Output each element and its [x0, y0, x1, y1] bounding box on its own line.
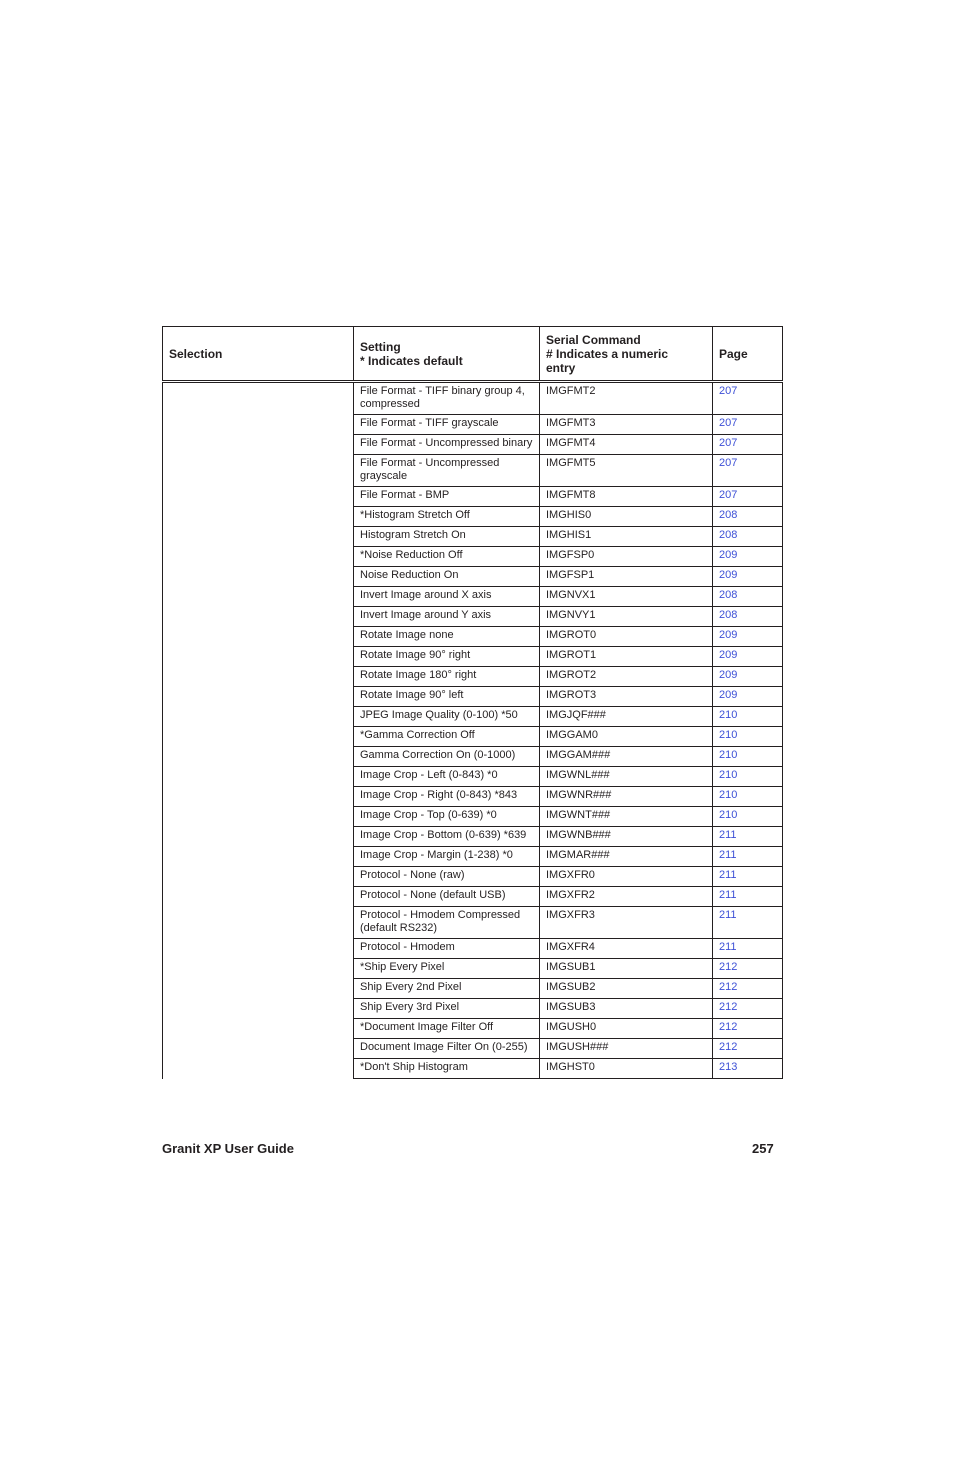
page-link[interactable]: 208 [713, 607, 783, 627]
page-link[interactable]: 210 [713, 807, 783, 827]
setting-cell: Protocol - None (default USB) [354, 887, 540, 907]
serial-command-cell: IMGJQF### [540, 707, 713, 727]
table-row [163, 382, 783, 415]
page-link[interactable]: 209 [713, 647, 783, 667]
serial-command-cell: IMGFMT2 [540, 382, 713, 415]
setting-cell: Document Image Filter On (0-255) [354, 1039, 540, 1059]
header-selection: Selection [163, 327, 354, 382]
header-setting [354, 327, 540, 382]
settings-table-container [162, 326, 782, 1079]
serial-command-cell: IMGWNT### [540, 807, 713, 827]
serial-command-cell: IMGROT0 [540, 627, 713, 647]
setting-cell: Invert Image around X axis [354, 587, 540, 607]
page-link[interactable]: 211 [713, 907, 783, 939]
setting-cell: Image Crop - Bottom (0-639) *639 [354, 827, 540, 847]
page-link[interactable]: 208 [713, 527, 783, 547]
page-link[interactable]: 208 [713, 507, 783, 527]
page-link[interactable]: 210 [713, 787, 783, 807]
setting-cell: File Format - BMP [354, 487, 540, 507]
setting-cell: *Gamma Correction Off [354, 727, 540, 747]
serial-command-cell: IMGSUB1 [540, 959, 713, 979]
setting-cell: Invert Image around Y axis [354, 607, 540, 627]
setting-cell: *Noise Reduction Off [354, 547, 540, 567]
setting-cell: Rotate Image 90° left [354, 687, 540, 707]
setting-cell: Image Crop - Top (0-639) *0 [354, 807, 540, 827]
footer-guide-title: Granit XP User Guide [162, 1141, 294, 1156]
serial-command-cell: IMGROT1 [540, 647, 713, 667]
serial-command-cell: IMGXFR2 [540, 887, 713, 907]
setting-cell: Image Crop - Margin (1-238) *0 [354, 847, 540, 867]
serial-command-cell: IMGUSH0 [540, 1019, 713, 1039]
serial-command-cell: IMGWNB### [540, 827, 713, 847]
serial-command-cell: IMGGAM### [540, 747, 713, 767]
page-link[interactable]: 212 [713, 999, 783, 1019]
setting-cell: Image Crop - Left (0-843) *0 [354, 767, 540, 787]
page-link[interactable]: 211 [713, 867, 783, 887]
page-link[interactable]: 209 [713, 547, 783, 567]
serial-command-cell: IMGXFR0 [540, 867, 713, 887]
serial-command-cell: IMGROT3 [540, 687, 713, 707]
page-link[interactable]: 210 [713, 767, 783, 787]
setting-cell: *Histogram Stretch Off [354, 507, 540, 527]
setting-cell: File Format - Uncompressed grayscale [354, 455, 540, 487]
serial-command-cell: IMGHIS0 [540, 507, 713, 527]
setting-cell: Rotate Image 90° right [354, 647, 540, 667]
serial-command-cell: IMGFMT8 [540, 487, 713, 507]
serial-command-cell: IMGMAR### [540, 847, 713, 867]
page-link[interactable]: 207 [713, 415, 783, 435]
setting-cell: Image Crop - Right (0-843) *843 [354, 787, 540, 807]
serial-command-cell: IMGFMT5 [540, 455, 713, 487]
serial-command-cell: IMGHST0 [540, 1059, 713, 1079]
serial-command-cell: IMGWNL### [540, 767, 713, 787]
setting-cell: Rotate Image 180° right [354, 667, 540, 687]
page-link[interactable]: 213 [713, 1059, 783, 1079]
page-link[interactable]: 210 [713, 727, 783, 747]
header-page: Page [713, 327, 783, 382]
serial-command-cell: IMGUSH### [540, 1039, 713, 1059]
setting-cell: Protocol - Hmodem Compressed (default RS232) [354, 907, 540, 939]
settings-table [162, 326, 783, 1079]
serial-command-cell: IMGROT2 [540, 667, 713, 687]
page-link[interactable]: 211 [713, 939, 783, 959]
serial-command-cell: IMGGAM0 [540, 727, 713, 747]
page-link[interactable]: 207 [713, 487, 783, 507]
serial-command-cell: IMGFMT4 [540, 435, 713, 455]
header-serial-command [540, 327, 713, 382]
page-link[interactable]: 207 [713, 435, 783, 455]
selection-cell [163, 382, 354, 1079]
setting-cell: Rotate Image none [354, 627, 540, 647]
page-link[interactable]: 209 [713, 627, 783, 647]
serial-command-cell: IMGFSP1 [540, 567, 713, 587]
serial-command-cell: IMGFSP0 [540, 547, 713, 567]
page-link[interactable]: 207 [713, 382, 783, 415]
header-serial-line1: Serial Command [546, 333, 641, 347]
page-link[interactable]: 209 [713, 667, 783, 687]
footer-page-number: 257 [752, 1141, 774, 1156]
header-serial-line3: entry [546, 361, 576, 375]
serial-command-cell: IMGNVX1 [540, 587, 713, 607]
setting-cell: File Format - TIFF binary group 4, compressed [354, 382, 540, 415]
page-link[interactable]: 208 [713, 587, 783, 607]
header-setting-line2: * Indicates default [360, 354, 463, 368]
header-serial-line2: # Indicates a numeric [546, 347, 669, 361]
setting-cell: Ship Every 3rd Pixel [354, 999, 540, 1019]
page-link[interactable]: 209 [713, 687, 783, 707]
serial-command-cell: IMGSUB3 [540, 999, 713, 1019]
setting-cell: *Ship Every Pixel [354, 959, 540, 979]
setting-cell: Protocol - None (raw) [354, 867, 540, 887]
setting-cell: Histogram Stretch On [354, 527, 540, 547]
page-link[interactable]: 212 [713, 1039, 783, 1059]
setting-cell: File Format - Uncompressed binary [354, 435, 540, 455]
serial-command-cell: IMGWNR### [540, 787, 713, 807]
page-link[interactable]: 211 [713, 887, 783, 907]
page-link[interactable]: 211 [713, 847, 783, 867]
header-setting-line1: Setting [360, 340, 401, 354]
page-link[interactable]: 210 [713, 747, 783, 767]
page-link[interactable]: 207 [713, 455, 783, 487]
setting-cell: *Don't Ship Histogram [354, 1059, 540, 1079]
setting-cell: *Document Image Filter Off [354, 1019, 540, 1039]
page-link[interactable]: 212 [713, 959, 783, 979]
page-link[interactable]: 210 [713, 707, 783, 727]
setting-cell: File Format - TIFF grayscale [354, 415, 540, 435]
page-link[interactable]: 212 [713, 1019, 783, 1039]
serial-command-cell: IMGXFR4 [540, 939, 713, 959]
table-body [163, 382, 783, 1079]
serial-command-cell: IMGNVY1 [540, 607, 713, 627]
page-link[interactable]: 209 [713, 567, 783, 587]
serial-command-cell: IMGSUB2 [540, 979, 713, 999]
serial-command-cell: IMGHIS1 [540, 527, 713, 547]
setting-cell: Noise Reduction On [354, 567, 540, 587]
page-link[interactable]: 211 [713, 827, 783, 847]
setting-cell: Protocol - Hmodem [354, 939, 540, 959]
setting-cell: Ship Every 2nd Pixel [354, 979, 540, 999]
table-header-row [163, 327, 783, 382]
setting-cell: Gamma Correction On (0-1000) [354, 747, 540, 767]
page-link[interactable]: 212 [713, 979, 783, 999]
serial-command-cell: IMGXFR3 [540, 907, 713, 939]
setting-cell: JPEG Image Quality (0-100) *50 [354, 707, 540, 727]
serial-command-cell: IMGFMT3 [540, 415, 713, 435]
